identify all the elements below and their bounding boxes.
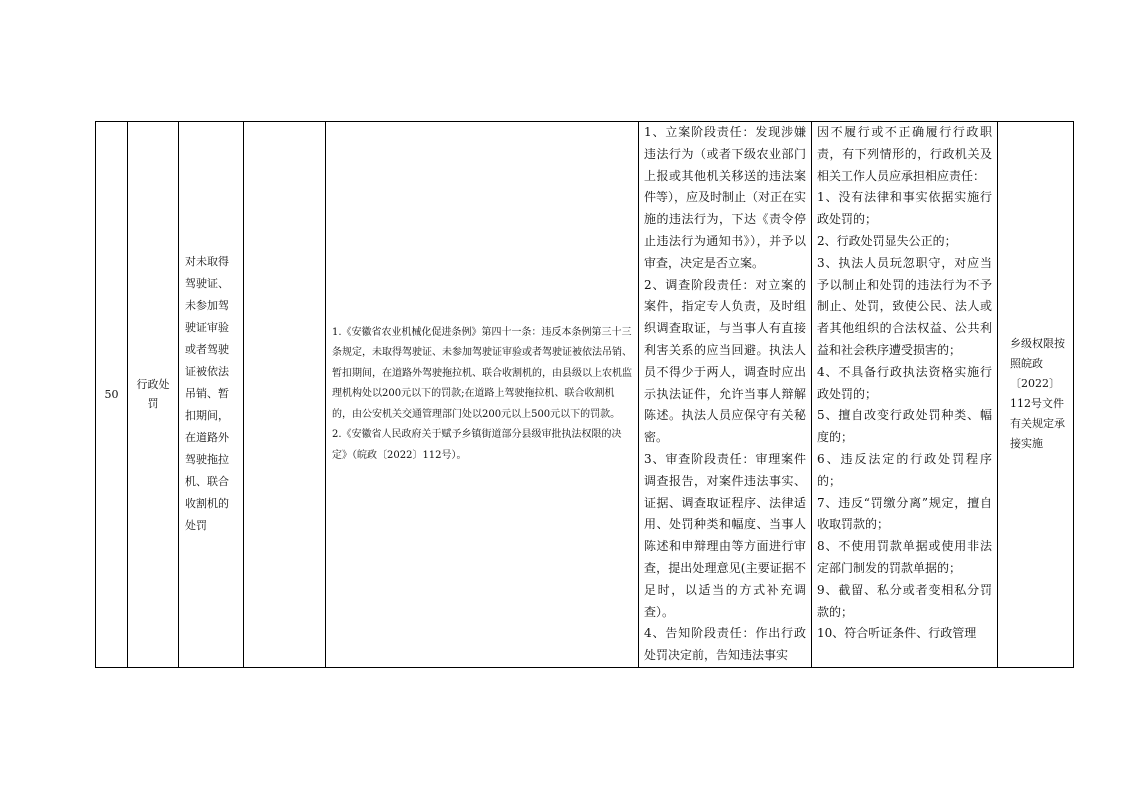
responsibility-item: 4、告知阶段责任：作出行政处罚决定前，告知违法事实 — [644, 626, 806, 663]
accountability-item: 5、擅自改变行政处罚种类、幅度的； — [817, 408, 992, 445]
accountability-item: 7、违反“罚缴分离”规定，擅自收取罚款的； — [817, 495, 992, 532]
responsibility-item: 2、调查阶段责任：对立案的案件，指定专人负责，及时组织调查取证，与当事人有直接利害关系的应当回避。执法人员不得少于两人，调查时应出示执法证件，允许当事人辩解陈述。执法人员应保守有关秘密。 — [644, 277, 806, 445]
accountability-item: 8、不使用罚款单据或使用非法定部门制发的罚款单据的； — [817, 539, 992, 575]
accountability-item: 6、违反法定的行政处罚程序的； — [817, 451, 992, 488]
table-row — [96, 122, 1074, 668]
accountability-item: 4、不具备行政执法资格实施行政处罚的； — [817, 364, 992, 401]
power-list-table — [95, 121, 1074, 668]
legal-basis-item: 2.《安徽省人民政府关于赋予乡镇街道部分县级审批执法权限的决定》（皖政〔2022〕112号）。 — [332, 429, 622, 461]
legal-basis-cell — [326, 122, 639, 668]
responsibility-item: 1、立案阶段责任：发现涉嫌违法行为（或者下级农业部门上报或其他机关移送的违法案件等），应及时制止（对正在实施的违法行为，下达《责令停止违法行为通知书》），并予以审查，决定是否立案。 — [644, 125, 807, 270]
accountability-item: 3、执法人员玩忽职守，对应当予以制止和处罚的违法行为不予制止、处罚，致使公民、法人或者其他组织的合法权益、公共利益和社会秩序遭受损害的； — [817, 255, 992, 357]
accountability-item: 因不履行或不正确履行行政职责，有下列情形的，行政机关及相关工作人员应承担相应责任： — [817, 125, 992, 183]
item-name: 对未取得驾驶证、未参加驾驶证审验或者驾驶证被依法吊销、暂扣期间，在道路外驾驶拖拉机、联合收割机的处罚 — [185, 255, 229, 533]
legal-basis-item: 1.《安徽省农业机械化促进条例》第四十一条：违反本条例第三十三条规定，未取得驾驶证、未参加驾驶证审验或者驾驶证被依法吊销、暂扣期间，在道路外驾驶拖拉机、联合收割机的，由县级以上农机监理机构处以200元以下的罚款;在道路上驾驶拖拉机、联合收割机的，由公安机关交通管理部门处以200元以上500元以下的罚款。 — [332, 326, 632, 420]
row-number: 50 — [104, 387, 119, 401]
power-category: 行政处罚 — [136, 378, 170, 411]
responsibility-cell — [639, 122, 812, 668]
accountability-item: 1、没有法律和事实依据实施行政处罚的； — [817, 190, 992, 227]
row-number-cell — [96, 122, 128, 668]
accountability-cell — [812, 122, 998, 668]
empty-cell — [244, 122, 326, 668]
responsibility-item: 3、审查阶段责任：审理案件调查报告，对案件违法事实、证据、调查取证程序、法律适用、处罚种类和幅度、当事人陈述和申辩理由等方面进行审查，提出处理意见(主要证据不足时，以适当的方式补充调查）。 — [644, 451, 806, 619]
note-cell — [998, 122, 1074, 668]
accountability-item: 9、截留、私分或者变相私分罚款的； — [817, 582, 992, 619]
note-text: 乡级权限按照皖政〔2022〕112号文件有关规定承接实施 — [1010, 337, 1065, 451]
item-name-cell — [179, 122, 244, 668]
power-category-cell — [128, 122, 179, 668]
accountability-item: 10、符合听证条件、行政管理 — [817, 626, 977, 641]
accountability-item: 2、行政处罚显失公正的； — [817, 233, 957, 248]
